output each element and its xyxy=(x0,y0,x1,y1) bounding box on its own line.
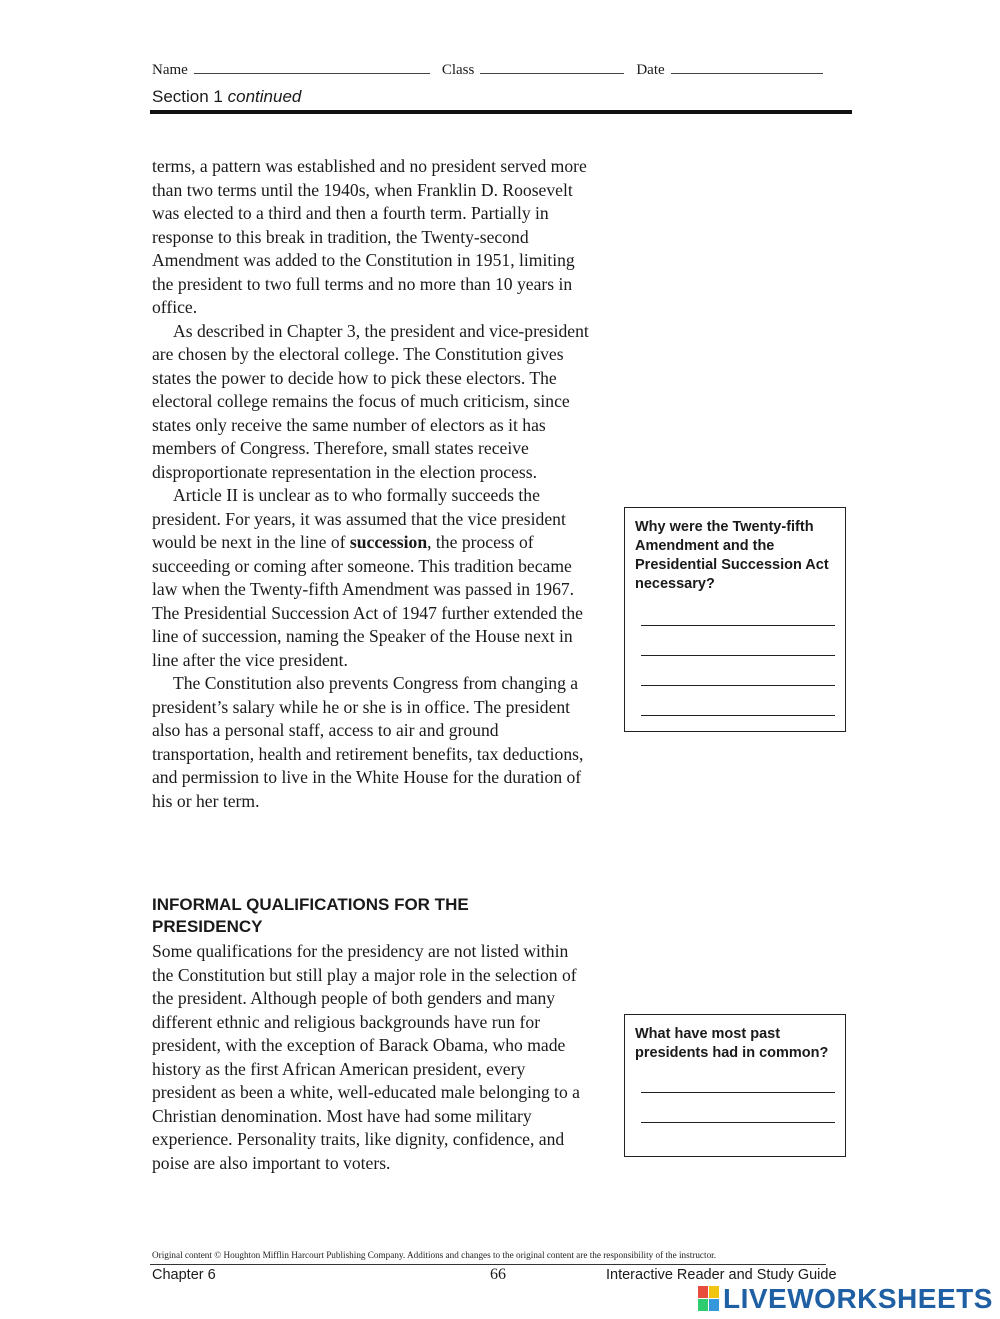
name-label: Name xyxy=(152,62,188,78)
section-title: Section 1 xyxy=(152,87,223,106)
answer-line-1-4[interactable] xyxy=(641,702,835,716)
watermark-text: LIVEWORKSHEETS xyxy=(723,1283,993,1314)
paragraph-3 xyxy=(152,484,592,672)
answer-line-2-2[interactable] xyxy=(641,1109,835,1123)
paragraph-4: The Constitution also prevents Congress from changing a president’s salary while he or she is in office. The president also has a personal staff, access to air and ground transportation, health and retirement benefits, tax deductions, and permission to live in the White House for the duration of his or her term. xyxy=(152,673,584,811)
section-suffix: continued xyxy=(227,87,302,106)
vocab-term-succession: succession xyxy=(349,532,428,552)
date-label: Date xyxy=(636,62,665,78)
footer-chapter: Chapter 6 xyxy=(152,1267,216,1283)
question-box-1 xyxy=(624,507,846,732)
name-field[interactable] xyxy=(194,61,430,74)
answer-line-2-1[interactable] xyxy=(641,1079,835,1093)
paragraph-2: As described in Chapter 3, the president and vice-president are chosen by the electoral college. The Constitution gives states the power to decide how to pick these electors. The electoral college remains the focus of much criticism, since states only receive the same number of electors as it has members of Congress. Therefore, small states receive disproportionate representation in the election process. xyxy=(152,320,589,482)
liveworksheets-watermark xyxy=(698,1284,993,1314)
liveworksheets-logo-icon xyxy=(698,1286,720,1312)
question-1: Why were the Twenty-fifth Amendment and the Presidential Succession Act necessary? xyxy=(635,519,829,592)
logo-block-i xyxy=(709,1286,719,1298)
class-field[interactable] xyxy=(480,61,624,74)
answer-line-1-3[interactable] xyxy=(641,672,835,686)
footer-rule xyxy=(150,1264,826,1265)
question-box-2 xyxy=(624,1014,846,1157)
copyright-note: Original content © Houghton Mifflin Harcourt Publishing Company. Additions and changes to the original content are the responsibility of the instructor. xyxy=(152,1250,717,1260)
answer-line-1-2[interactable] xyxy=(641,642,835,656)
footer-guide-title: Interactive Reader and Study Guide xyxy=(606,1267,837,1283)
answer-line-1-1[interactable] xyxy=(641,612,835,626)
paragraph-3-start: Article II is unclear as to who formally succeeds the president. For years, it was assumed that the vice president would be next in the line of xyxy=(152,485,566,552)
section-heading: INFORMAL QUALIFICATIONS FOR THE PRESIDENCY xyxy=(152,895,469,936)
logo-block-e xyxy=(709,1299,719,1311)
class-label: Class xyxy=(441,62,475,78)
page-number: 66 xyxy=(490,1266,506,1283)
paragraph-1: terms, a pattern was established and no president served more than two terms until the 1940s, when Franklin D. Roosevelt was elected to a third and then a fourth term. Partially in response to this break in tradition, the Twenty-second Amendment was added to the Constitution in 1951, limiting the president to two full terms and no more than 10 years in office. xyxy=(152,156,587,317)
date-field[interactable] xyxy=(671,61,823,74)
paragraph-3-end: , the process of succeeding or coming after someone. This tradition became law when the Twenty-fifth Amendment was passed in 1967. The Presidential Succession Act of 1947 further extended the line of succession, naming the Speaker of the House next in line after the vice president. xyxy=(152,532,583,670)
logo-block-l xyxy=(698,1286,708,1298)
paragraph-5: Some qualifications for the presidency are not listed within the Constitution but still play a major role in the selection of the president. Although people of both genders and many different ethnic and religious backgrounds have run for president, with the exception of Barack Obama, who made history as the first African American president, every president as been a white, well-educated male belonging to a Christian denomination. Most have had some military experience. Personality traits, like dignity, confidence, and poise are also important to voters. xyxy=(152,941,580,1173)
logo-block-v xyxy=(698,1299,708,1311)
main-text xyxy=(152,155,592,813)
main-text-2 xyxy=(152,940,592,1175)
header-fields xyxy=(152,61,852,79)
question-2: What have most past presidents had in common? xyxy=(635,1026,829,1061)
header-rule xyxy=(150,110,852,114)
section-label xyxy=(152,87,301,107)
